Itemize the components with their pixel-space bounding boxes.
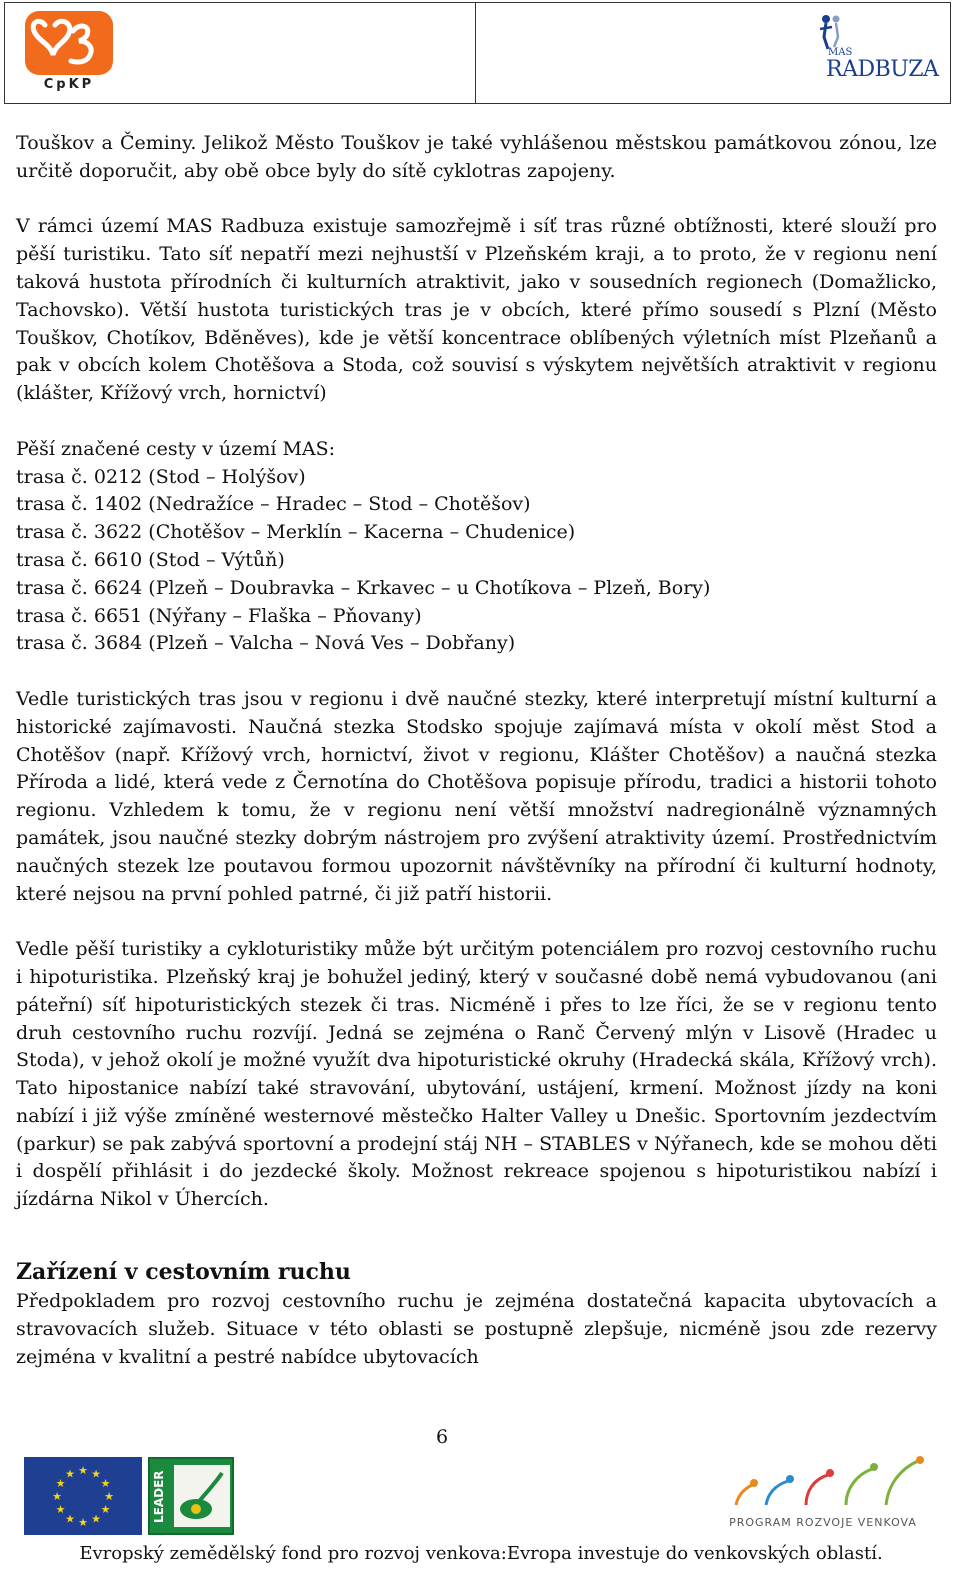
- footer-caption: Evropský zemědělský fond pro rozvoj venkova:Evropa investuje do venkovských oblastí.: [79, 1543, 883, 1564]
- header-left-cell: [5, 3, 476, 103]
- trail-item: trasa č. 6624 (Plzeň – Doubravka – Krkavec – u Chotíkova – Plzeň, Bory): [16, 576, 711, 599]
- trail-item: trasa č. 3684 (Plzeň – Valcha – Nová Ves – Dobřany): [16, 632, 516, 655]
- leader-logo-text: LEADER: [152, 1470, 166, 1524]
- cpkp-badge: [25, 11, 113, 75]
- eu-star-icon: ★: [91, 1512, 101, 1526]
- eu-star-icon: ★: [65, 1467, 75, 1481]
- leader-logo: [148, 1457, 234, 1535]
- prv-plants-icon: [696, 1455, 936, 1511]
- trail-item: trasa č. 1402 (Nedražíce – Hradec – Stod – Chotěšov): [16, 493, 531, 516]
- eu-star-icon: ★: [78, 1516, 88, 1529]
- eu-star-icon: ★: [100, 1477, 111, 1490]
- paragraph-intro: Touškov a Čeminy. Jelikož Město Touškov je také vyhlášenou městskou památkovou zónou, lze určitě doporučit, aby obě obce byly do sítě cyklotras zapojeny.: [16, 132, 937, 182]
- trail-item: trasa č. 3622 (Chotěšov – Merklín – Kacerna – Chudenice): [16, 521, 576, 544]
- mas-logo-big-text: RADBUZA: [826, 57, 939, 82]
- trail-item: trasa č. 6610 (Stod – Výtůň): [16, 548, 285, 571]
- page-header: [4, 2, 951, 104]
- eu-stars-icon: [24, 1457, 142, 1535]
- paragraph-educational-trails: Vedle turistických tras jsou v regionu i dvě naučné stezky, které interpretují místní kulturní a historické zajímavosti. Naučná stezka Stodsko spojuje zajímavá místa v okolí měst Stod a Chotěšov (např. Křížový vrch, hornictví, život v regionu, Klášter Chotěšov) a naučná stezka Příroda a lidé, která vede z Černotína do Chotěšova popisuje přírodu, tradici a historii tohoto regionu. Vzhledem k tomu, že v regionu není větší množství nadregionálně významných památek, jsou naučné stezky dobrým nástrojem pro zvýšení atraktivity území. Prostřednictvím naučných stezek lze poutavou formou upozornit návštěvníky na přírodní či kulturní hodnoty, které nejsou na první pohled patrné, či již patří historii.: [16, 687, 937, 905]
- section-heading: Zařízení v cestovním ruchu: [16, 1259, 351, 1286]
- eu-star-icon: ★: [104, 1490, 114, 1503]
- cpkp-logo: [25, 11, 113, 95]
- eu-star-icon: ★: [65, 1512, 75, 1526]
- mas-radbuza-logo: [818, 13, 939, 87]
- leader-emblem: [174, 1465, 230, 1527]
- leader-plant-icon: [174, 1465, 230, 1527]
- trail-list: [16, 464, 937, 659]
- program-rozvoje-venkova-logo: [696, 1455, 936, 1535]
- eu-star-icon: ★: [55, 1503, 66, 1516]
- cpkp-heart-icon: [25, 11, 113, 75]
- trail-list-heading: Pěší značené cesty v území MAS:: [16, 437, 336, 460]
- prv-logo-text: PROGRAM ROZVOJE VENKOVA: [729, 1516, 917, 1529]
- cpkp-logo-text: CpKP: [43, 77, 95, 92]
- header-right-cell: [476, 3, 950, 103]
- document-body: [16, 130, 937, 1371]
- eu-flag-logo: [24, 1457, 142, 1535]
- paragraph-horse-tourism: Vedle pěší turistiky a cykloturistiky může být určitým potenciálem pro rozvoj cestovního ruchu i hipoturistika. Plzeňský kraj je bohužel jediný, který v současné době nemá vybudovanou (ani páteřní) síť hipoturistických stezek či tras. Nicméně i přes to lze říci, že se v regionu tento druh cestovního ruchu rozvíjí. Jedná se zejména o Ranč Červený mlýn v Lisově (Hradec u Stoda), v jehož okolí je možné využít dva hipoturistické okruhy (Hradecká skála, Křížový vrch). Tato hipostanice nabízí také stravování, ubytování, ustájení, krmení. Možnost jízdy na koni nabízí i již výše zmíněné westernové městečko Halter Valley u Dnešic. Sportovním jezdectvím (parkur) se pak zabývá sportovní a prodejní stáj NH – STABLES v Nýřanech, kde se mohou děti i dospělí přihlásit i do jezdecké školy. Možnost rekreace spojenou s hipoturistikou nabízí i jízdárna Nikol v Úhercích.: [16, 938, 937, 1211]
- paragraph-facilities: Předpokladem pro rozvoj cestovního ruchu je zejména dostatečná kapacita ubytovacích a stravovacích služeb. Situace v této oblasti se postupně zlepšuje, nicméně jsou zde rezervy zejména v kvalitní a pestré nabídce ubytovacích: [16, 1290, 937, 1368]
- page-number: 6: [436, 1426, 449, 1448]
- eu-star-icon: ★: [78, 1464, 88, 1477]
- eu-star-icon: ★: [52, 1490, 62, 1503]
- footer-logos: [24, 1455, 936, 1535]
- eu-star-icon: ★: [91, 1467, 101, 1481]
- eu-star-icon: ★: [55, 1477, 66, 1490]
- trail-item: trasa č. 0212 (Stod – Holýšov): [16, 465, 306, 488]
- trail-item: trasa č. 6651 (Nýřany – Flaška – Pňovany): [16, 604, 422, 627]
- mas-logo-small-text: MAS: [828, 47, 853, 58]
- paragraph-hiking-network: V rámci území MAS Radbuza existuje samozřejmě i síť tras různé obtížnosti, které slouží pro pěší turistiku. Tato síť nepatří mezi nejhustší v Plzeňském kraji, a to proto, že v regionu není taková hustota přírodních či kulturních atraktivit, jako v sousedních regionech (Domažlicko, Tachovsko). Větší hustota turistických tras je v obcích, které přímo sousedí s Plzní (Město Touškov, Chotíkov, Bdĕněves), kde je větší koncentrace oblíbených výletních míst Plzeňanů a pak v obcích kolem Chotěšova a Stoda, což souvisí s výskytem největších atraktivit v regionu (klášter, Křížový vrch, hornictví): [16, 215, 937, 405]
- eu-star-icon: ★: [100, 1503, 111, 1516]
